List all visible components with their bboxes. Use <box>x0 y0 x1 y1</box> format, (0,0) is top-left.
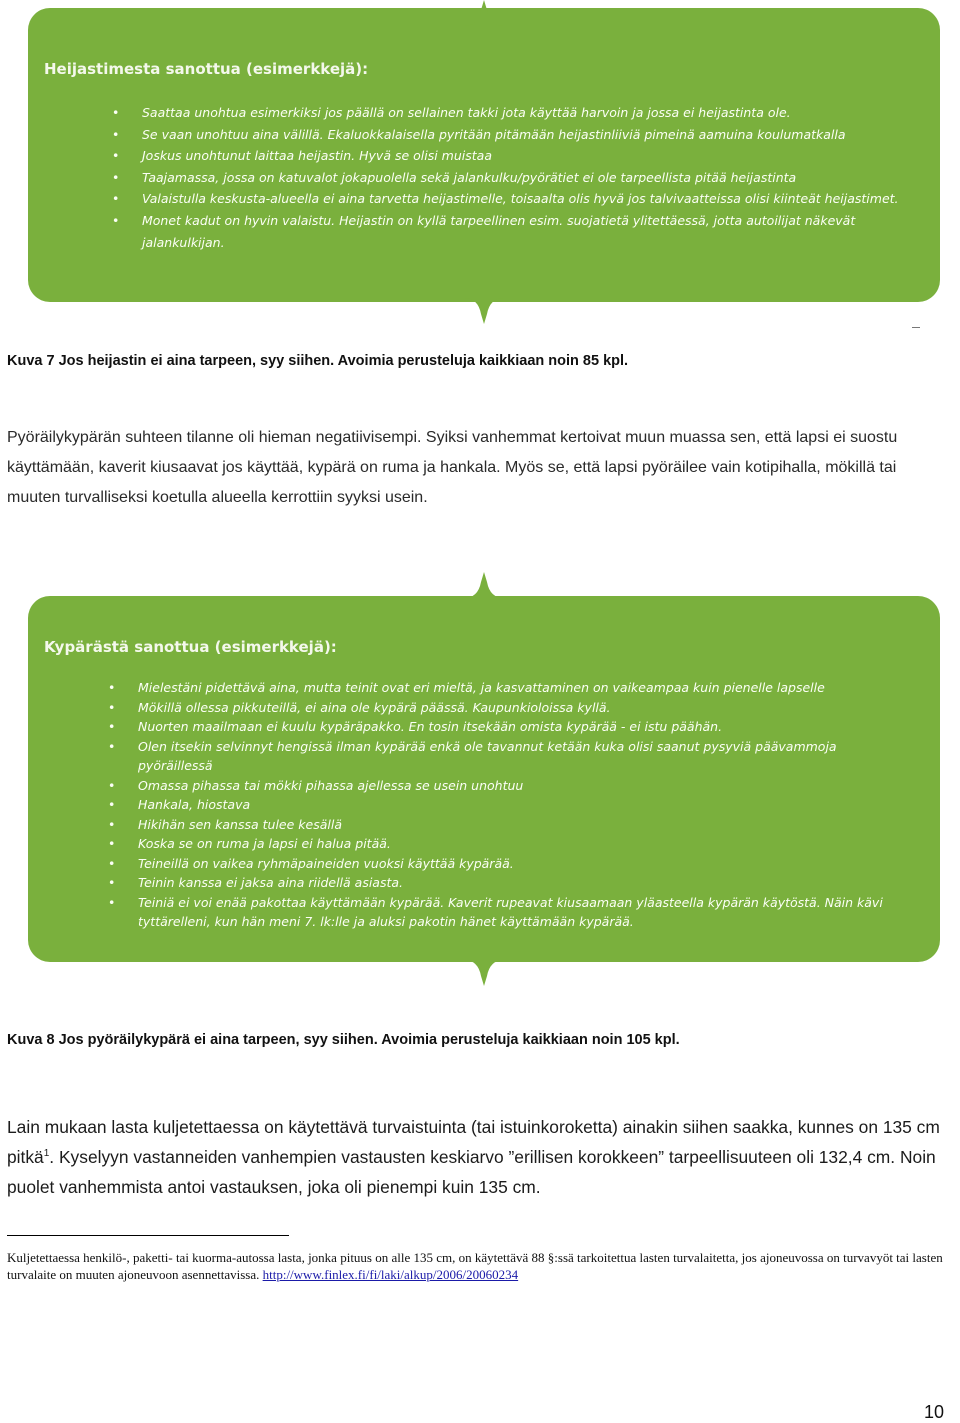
bullet-icon: • <box>112 105 120 120</box>
bullet-icon: • <box>108 797 116 812</box>
panel-bottom-notch <box>464 960 504 986</box>
list-item: • Joskus unohtunut laittaa heijastin. Hyvä se olisi muistaa <box>142 145 910 167</box>
panel-title: Heijastimesta sanottua (esimerkkejä): <box>44 60 369 78</box>
list-item: • Hankala, hiostava <box>138 795 910 815</box>
figure-caption: Kuva 7 Jos heijastin ei aina tarpeen, syy siihen. Avoimia perusteluja kaikkiaan noin 85 kpl. <box>7 353 629 369</box>
bullet-icon: • <box>112 169 120 185</box>
body-paragraph: Pyöräilykypärän suhteen tilanne oli hieman negatiivisempi. Syiksi vanhemmat kertoivat muun muassa sen, että lapsi ei suostu käyttämään, kaverit kiusaavat jos käyttää, kypärä on ruma ja hankala. Myös se, että lapsi pyöräilee vain kotipihalla, mökillä tai muuten turvalliseksi koetulla alueella kerrottiin syyksi usein. <box>7 429 898 506</box>
bullet-icon: • <box>108 836 116 851</box>
footnote-separator <box>7 1235 289 1236</box>
bullet-icon: • <box>112 126 120 142</box>
panel-top-notch <box>464 572 504 598</box>
list-item: • Saattaa unohtua esimerkiksi jos päällä on sellainen takki jota käyttää harvoin ja jossa ei heijastinta ole. <box>142 102 910 124</box>
bullet-icon: • <box>108 894 116 910</box>
panel-title: Kypärästä sanottua (esimerkkejä): <box>44 638 337 656</box>
helmet-quotes-panel <box>28 596 940 962</box>
figure-caption: Kuva 8 Jos pyöräilykypärä ei aina tarpeen, syy siihen. Avoimia perusteluja kaikkiaan noin 105 kpl. <box>7 1032 680 1048</box>
panel-bottom-notch <box>464 298 504 324</box>
bullet-icon: • <box>108 816 116 832</box>
list-item: • Monet kadut on hyvin valaistu. Heijastin on kyllä tarpeellinen esim. suojatietä ylitettäessä, jotta autoilijat näkevät jalankulkijan. <box>142 210 910 253</box>
bullet-icon: • <box>108 738 116 754</box>
list-item: • Teineillä on vaikea ryhmäpaineiden vuoksi käyttää kypärää. <box>138 854 910 874</box>
page-number: 10 <box>923 1402 944 1422</box>
list-item: • Olen itsekin selvinnyt hengissä ilman kypärää enkä ole tavannut ketään kuka olisi saanut pysyviä päävammoja pyöräillessä <box>108 738 837 773</box>
panel-top-notch <box>464 0 504 26</box>
list-item: • Valaistulla keskusta-alueella ei aina tarvetta heijastimelle, toisaalta olis hyvä jos talvivaatteissa olisi kiinteät heijastimet. <box>142 188 910 210</box>
list-item: • Teiniä ei voi enää pakottaa käyttämään kypärää. Kaverit rupeavat kiusaamaan yläasteella kypärän käytöstä. Näin kävi tyttärelleni, kun hän meni 7. lk:lle ja aluksi pakotin hänet käyttämään kypärää. <box>108 894 883 929</box>
list-item: • Koska se on ruma ja lapsi ei halua pitää. <box>138 834 910 854</box>
bullet-icon: • <box>108 855 116 871</box>
bullet-icon: • <box>112 191 120 207</box>
quote-list <box>112 102 910 253</box>
list-item: • Hikihän sen kanssa tulee kesällä <box>138 815 910 835</box>
finlex-link[interactable]: http://www.finlex.fi/fi/laki/alkup/2006/20060234 <box>262 1267 519 1282</box>
bullet-icon: • <box>112 212 120 228</box>
list-item: • Mökillä ollessa pikkuteillä, ei aina ole kypärä päässä. Kaupunkioloissa kyllä. <box>138 698 910 718</box>
bullet-icon: • <box>108 777 116 793</box>
footnote: Kuljetettaessa henkilö-, paketti- tai kuorma-autossa lasta, jonka pituus on alle 135 cm, on käytettävä 88 §:ssä tarkoitettua lasten turvalaitetta, jos ajoneuvossa on turvavyöt tai lasten turvalaite on muuten ajoneuvoon asennettavissa. http://www.finlex.fi/fi/laki/alkup/2006/20060234 <box>7 1250 943 1282</box>
reflector-quotes-panel <box>28 8 940 302</box>
footnote-reference[interactable]: 1 <box>43 1148 50 1160</box>
list-item: • Se vaan unohtuu aina välillä. Ekaluokkalaisella pyritään pitämään heijastinliiviä pimeinä aamuina koulumatkalla <box>142 124 910 146</box>
bullet-icon: • <box>112 148 120 164</box>
list-item: • Teinin kanssa ei jaksa aina riidellä asiasta. <box>138 873 910 893</box>
list-item: • Omassa pihassa tai mökki pihassa ajellessa se usein unohtuu <box>138 776 910 796</box>
bullet-icon: • <box>108 680 116 695</box>
list-item: • Mielestäni pidettävä aina, mutta teinit ovat eri mieltä, ja kasvattaminen on vaikeampaa kuin pienelle lapselle <box>138 678 910 698</box>
bullet-icon: • <box>108 719 116 734</box>
list-item: • Nuorten maailmaan ei kuulu kypäräpakko. En tosin itsekään omista kypärää - ei istu päähän. <box>138 717 910 737</box>
decorative-tick <box>912 327 920 328</box>
bullet-icon: • <box>108 875 116 890</box>
list-item: • Taajamassa, jossa on katuvalot jokapuolella sekä jalankulku/pyörätiet ei ole tarpeellista pitää heijastinta <box>142 167 910 189</box>
bullet-icon: • <box>108 699 116 715</box>
body-paragraph: Lain mukaan lasta kuljetettaessa on käytettävä turvaistuinta (tai istuinkoroketta) ainakin siihen saakka, kunnes on 135 cm pitkä$^1$. Kyselyyn vastanneiden vanhempien vastausten keskiarvo ”erillisen korokkeen” tarpeellisuuteen oli 132,4 cm. Noin puolet vanhemmista antoi vastauksen, joka oli pienempi kuin 135 cm. <box>7 1117 940 1197</box>
